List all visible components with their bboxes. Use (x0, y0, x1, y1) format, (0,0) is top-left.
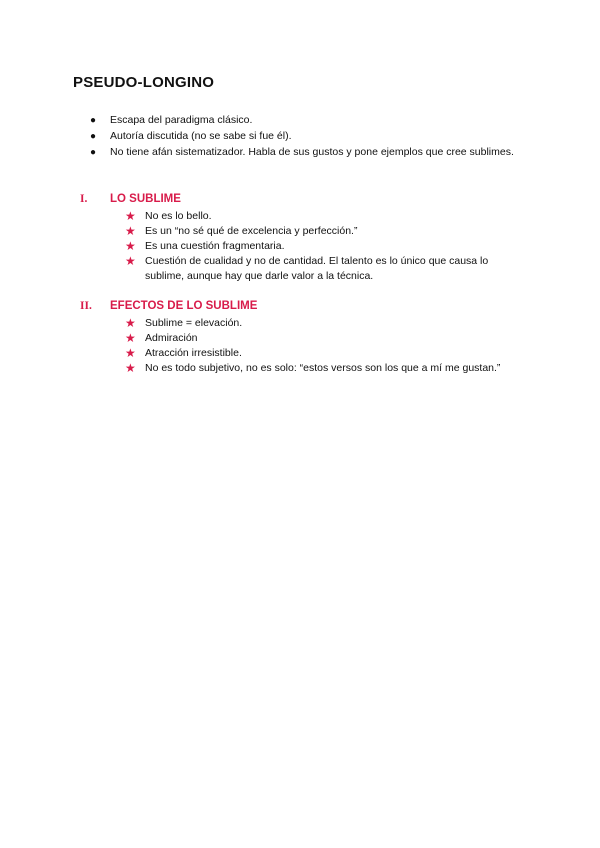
star-list (125, 316, 525, 376)
list-item (125, 316, 525, 331)
section-header (0, 193, 600, 209)
star-list (125, 209, 525, 284)
list-item (125, 254, 525, 284)
list-item (125, 224, 525, 239)
list-item-text: No tiene afán sistematizador. Habla de sus gustos y pone ejemplos que cree sublimes. (110, 146, 514, 158)
list-item (88, 145, 528, 160)
list-item (125, 239, 525, 254)
section-number: I. (80, 193, 88, 205)
star-icon: ★ (125, 239, 136, 253)
list-item-text: Admiración (145, 332, 198, 344)
list-item (125, 209, 525, 224)
list-item-text: No es todo subjetivo, no es solo: “estos versos son los que a mí me gustan.” (145, 362, 501, 374)
intro-bullet-list (88, 113, 528, 161)
list-item (125, 331, 525, 346)
list-item (88, 113, 528, 128)
list-item-text: Escapa del paradigma clásico. (110, 114, 253, 126)
list-item-text: No es lo bello. (145, 210, 212, 222)
star-icon: ★ (125, 316, 136, 330)
list-item-text: Es un “no sé qué de excelencia y perfección.” (145, 225, 358, 237)
list-item (125, 361, 525, 376)
list-item-text: Autoría discutida (no se sabe si fue él). (110, 130, 292, 142)
page-title: PSEUDO-LONGINO (73, 74, 215, 91)
star-icon: ★ (125, 346, 136, 360)
star-icon: ★ (125, 254, 136, 268)
star-icon: ★ (125, 361, 136, 375)
list-item-text: Atracción irresistible. (145, 347, 242, 359)
star-icon: ★ (125, 331, 136, 345)
section-number: II. (80, 300, 92, 312)
section-heading: EFECTOS DE LO SUBLIME (110, 300, 258, 312)
bullet-icon: ● (90, 131, 97, 142)
star-icon: ★ (125, 224, 136, 238)
list-item-text: Sublime = elevación. (145, 317, 243, 329)
bullet-icon: ● (90, 147, 97, 158)
star-icon: ★ (125, 209, 136, 223)
list-item (125, 346, 525, 361)
section-heading: LO SUBLIME (110, 193, 181, 205)
bullet-icon: ● (90, 115, 97, 126)
list-item (88, 129, 528, 144)
list-item-text: Es una cuestión fragmentaria. (145, 240, 285, 252)
section-header (0, 300, 600, 316)
list-item-text: Cuestión de cualidad y no de cantidad. El talento es lo único que causa lo sublime, aunque hay que darle valor a la técnica. (145, 255, 489, 282)
